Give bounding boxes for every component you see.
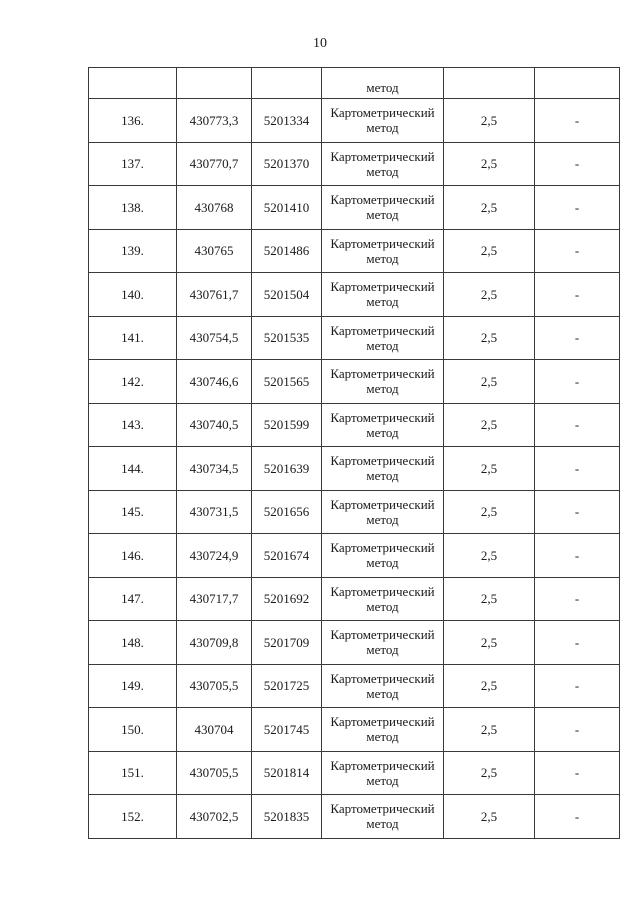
y-coordinate-cell: 5201535 <box>252 316 322 360</box>
method-cell: метод <box>322 68 444 99</box>
x-coordinate-cell: 430704 <box>177 708 252 752</box>
method-cell: Картометрический метод <box>322 664 444 708</box>
y-coordinate-cell: 5201814 <box>252 751 322 795</box>
table-row <box>89 621 620 665</box>
point-number-cell: 143. <box>89 403 177 447</box>
point-number-cell: 140. <box>89 273 177 317</box>
y-coordinate-cell: 5201565 <box>252 360 322 404</box>
error-cell <box>444 68 535 99</box>
point-number-cell: 139. <box>89 229 177 273</box>
note-cell: - <box>535 534 620 578</box>
note-cell: - <box>535 186 620 230</box>
method-cell: Картометрический метод <box>322 490 444 534</box>
y-coordinate-cell: 5201674 <box>252 534 322 578</box>
y-coordinate-cell: 5201334 <box>252 99 322 143</box>
point-number-cell: 144. <box>89 447 177 491</box>
x-coordinate-cell: 430734,5 <box>177 447 252 491</box>
note-cell: - <box>535 142 620 186</box>
table-continuation-row <box>89 68 620 99</box>
method-cell: Картометрический метод <box>322 142 444 186</box>
table-row <box>89 316 620 360</box>
point-number-cell: 151. <box>89 751 177 795</box>
table-row <box>89 99 620 143</box>
method-cell: Картометрический метод <box>322 403 444 447</box>
note-cell: - <box>535 403 620 447</box>
x-coordinate-cell <box>177 68 252 99</box>
note-cell: - <box>535 751 620 795</box>
x-coordinate-cell: 430731,5 <box>177 490 252 534</box>
note-cell: - <box>535 273 620 317</box>
point-number-cell: 145. <box>89 490 177 534</box>
error-cell: 2,5 <box>444 490 535 534</box>
error-cell: 2,5 <box>444 360 535 404</box>
y-coordinate-cell: 5201725 <box>252 664 322 708</box>
y-coordinate-cell: 5201835 <box>252 795 322 839</box>
table-row <box>89 403 620 447</box>
note-cell: - <box>535 316 620 360</box>
point-number-cell: 146. <box>89 534 177 578</box>
y-coordinate-cell: 5201370 <box>252 142 322 186</box>
x-coordinate-cell: 430724,9 <box>177 534 252 578</box>
point-number-cell: 142. <box>89 360 177 404</box>
table-row <box>89 229 620 273</box>
note-cell: - <box>535 360 620 404</box>
point-number-cell: 136. <box>89 99 177 143</box>
x-coordinate-cell: 430717,7 <box>177 577 252 621</box>
x-coordinate-cell: 430761,7 <box>177 273 252 317</box>
error-cell: 2,5 <box>444 447 535 491</box>
method-cell: Картометрический метод <box>322 577 444 621</box>
point-number-cell: 152. <box>89 795 177 839</box>
error-cell: 2,5 <box>444 577 535 621</box>
y-coordinate-cell <box>252 68 322 99</box>
page-number: 10 <box>313 36 327 51</box>
point-number-cell: 148. <box>89 621 177 665</box>
x-coordinate-cell: 430754,5 <box>177 316 252 360</box>
note-cell: - <box>535 99 620 143</box>
note-cell: - <box>535 490 620 534</box>
x-coordinate-cell: 430768 <box>177 186 252 230</box>
error-cell: 2,5 <box>444 142 535 186</box>
y-coordinate-cell: 5201486 <box>252 229 322 273</box>
error-cell: 2,5 <box>444 708 535 752</box>
method-cell: Картометрический метод <box>322 621 444 665</box>
error-cell: 2,5 <box>444 186 535 230</box>
error-cell: 2,5 <box>444 534 535 578</box>
y-coordinate-cell: 5201504 <box>252 273 322 317</box>
error-cell: 2,5 <box>444 99 535 143</box>
x-coordinate-cell: 430773,3 <box>177 99 252 143</box>
point-number-cell: 149. <box>89 664 177 708</box>
method-cell: Картометрический метод <box>322 751 444 795</box>
x-coordinate-cell: 430746,6 <box>177 360 252 404</box>
table-row <box>89 577 620 621</box>
method-cell: Картометрический метод <box>322 316 444 360</box>
x-coordinate-cell: 430702,5 <box>177 795 252 839</box>
table-row <box>89 534 620 578</box>
method-cell: Картометрический метод <box>322 99 444 143</box>
x-coordinate-cell: 430709,8 <box>177 621 252 665</box>
note-cell: - <box>535 795 620 839</box>
note-cell <box>535 68 620 99</box>
error-cell: 2,5 <box>444 273 535 317</box>
y-coordinate-cell: 5201410 <box>252 186 322 230</box>
method-cell: Картометрический метод <box>322 186 444 230</box>
table-row <box>89 273 620 317</box>
x-coordinate-cell: 430705,5 <box>177 751 252 795</box>
point-number-cell: 150. <box>89 708 177 752</box>
coordinates-table <box>88 67 620 839</box>
error-cell: 2,5 <box>444 795 535 839</box>
table-row <box>89 186 620 230</box>
y-coordinate-cell: 5201692 <box>252 577 322 621</box>
y-coordinate-cell: 5201656 <box>252 490 322 534</box>
table-row <box>89 360 620 404</box>
table-row <box>89 795 620 839</box>
y-coordinate-cell: 5201599 <box>252 403 322 447</box>
x-coordinate-cell: 430740,5 <box>177 403 252 447</box>
point-number-cell: 147. <box>89 577 177 621</box>
point-number-cell: 138. <box>89 186 177 230</box>
point-number-cell: 141. <box>89 316 177 360</box>
method-cell: Картометрический метод <box>322 708 444 752</box>
table-row <box>89 708 620 752</box>
note-cell: - <box>535 664 620 708</box>
error-cell: 2,5 <box>444 403 535 447</box>
method-cell: Картометрический метод <box>322 534 444 578</box>
error-cell: 2,5 <box>444 664 535 708</box>
point-number-cell <box>89 68 177 99</box>
error-cell: 2,5 <box>444 621 535 665</box>
table-row <box>89 447 620 491</box>
note-cell: - <box>535 577 620 621</box>
y-coordinate-cell: 5201709 <box>252 621 322 665</box>
table-row <box>89 751 620 795</box>
note-cell: - <box>535 621 620 665</box>
error-cell: 2,5 <box>444 316 535 360</box>
method-cell: Картометрический метод <box>322 229 444 273</box>
x-coordinate-cell: 430770,7 <box>177 142 252 186</box>
y-coordinate-cell: 5201745 <box>252 708 322 752</box>
note-cell: - <box>535 447 620 491</box>
table-row <box>89 490 620 534</box>
note-cell: - <box>535 229 620 273</box>
x-coordinate-cell: 430705,5 <box>177 664 252 708</box>
note-cell: - <box>535 708 620 752</box>
method-cell: Картометрический метод <box>322 447 444 491</box>
table-row <box>89 142 620 186</box>
y-coordinate-cell: 5201639 <box>252 447 322 491</box>
method-cell: Картометрический метод <box>322 273 444 317</box>
x-coordinate-cell: 430765 <box>177 229 252 273</box>
error-cell: 2,5 <box>444 751 535 795</box>
method-cell: Картометрический метод <box>322 360 444 404</box>
table-row <box>89 664 620 708</box>
method-cell: Картометрический метод <box>322 795 444 839</box>
point-number-cell: 137. <box>89 142 177 186</box>
error-cell: 2,5 <box>444 229 535 273</box>
